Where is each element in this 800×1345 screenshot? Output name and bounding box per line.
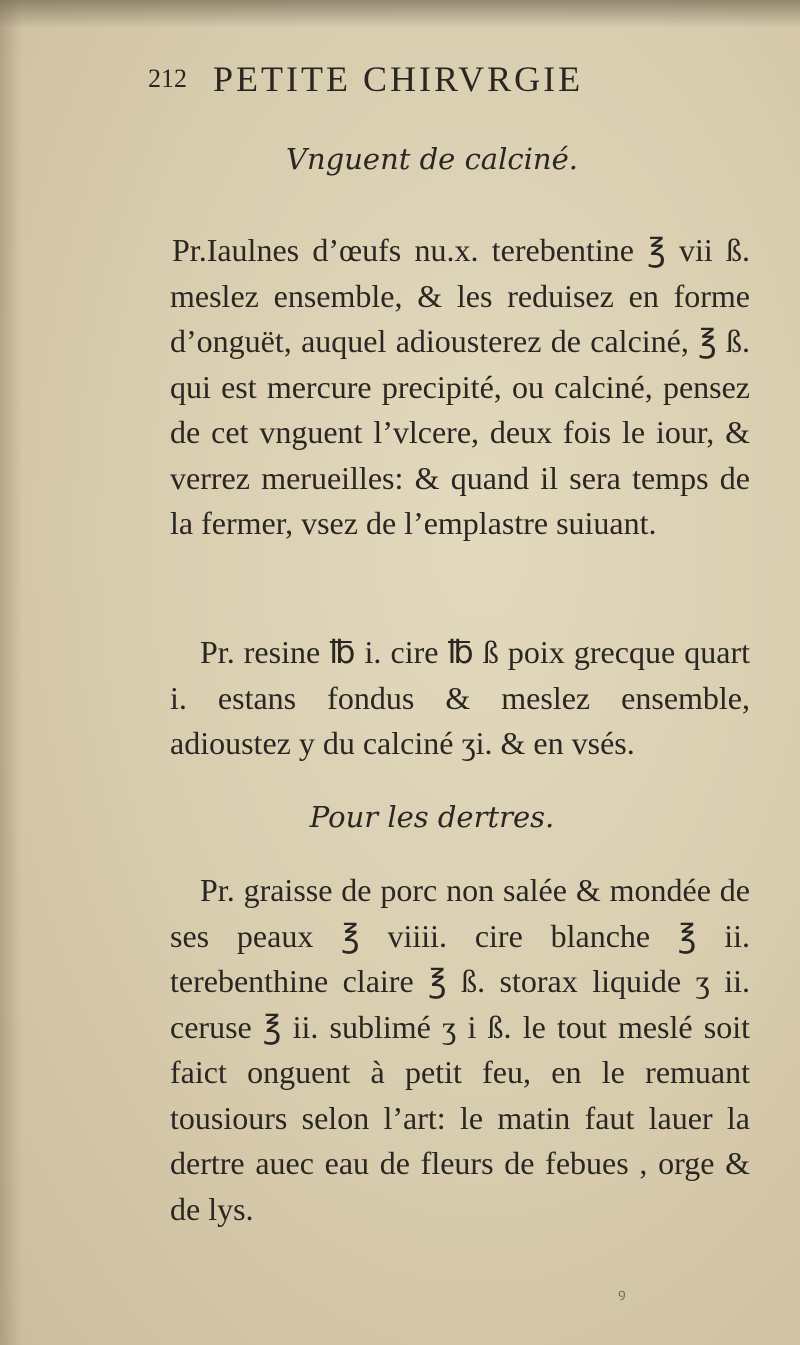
signature-mark: ꝰ [618,1284,626,1308]
running-head [148,58,688,100]
body-paragraph: Pr.Iaulnes d’œufs nu.x. terebentine ℥ vii ß. meslez ensemble, & les reduisez en forme d’onguët, auquel adiousterez de calciné, ℥ ß. qui est mercure precipité, ou calciné, pensez de cet vnguent l’vlcere, deux fois le iour, & verrez merueilles: & quand il sera temps de la fermer, vsez de l’emplastre suiuant. [170,232,750,541]
gutter-shadow [0,0,22,1345]
body-paragraph: Pr. resine ℔ i. cire ℔ ß poix grecque quart i. estans fondus & meslez ensemble, adioustez y du calciné ʒi. & en vsés. [170,634,750,761]
body-paragraph: Pr. graisse de porc non salée & mondée de ses peaux ℥ viiii. cire blanche ℥ ii. terebenthine claire ℥ ß. storax liquide ʒ ii. ceruse ℥ ii. sublimé ʒ i ß. le tout meslé soit faict onguent à petit feu, en le remuant tousiours selon l’art: le matin faut lauer la dertre auec eau de fleurs de febues , orge & de lys. [170,872,750,1227]
page-edge-shadow [0,0,800,28]
running-head-title: PETITE CHIRVRGIE [213,59,584,99]
section-heading: Vnguent de calciné. [286,142,578,176]
section-heading: Pour les dertres. [309,800,555,834]
page-number: 212 [148,64,187,93]
